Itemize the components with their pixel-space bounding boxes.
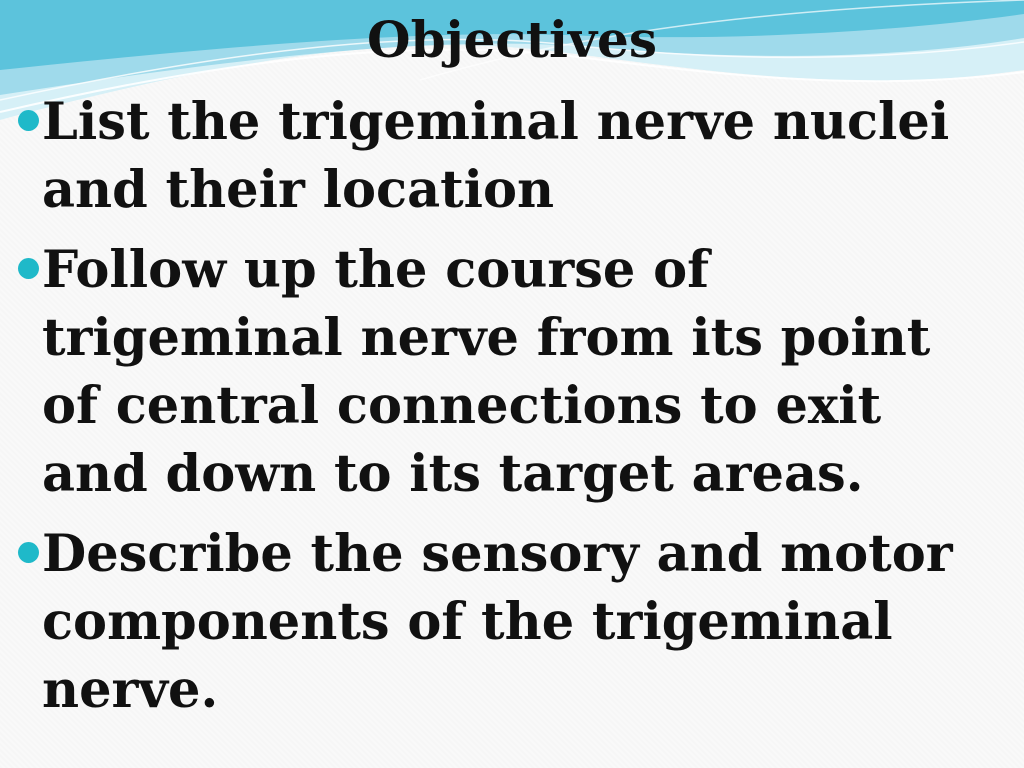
bullet-item [14,236,1004,508]
bullet-text: List the trigeminal nerve nuclei and their location [42,92,950,220]
bullet-text: Describe the sensory and motor components of the trigeminal nerve. [42,524,953,720]
slide-title: Objectives [367,10,657,69]
bullet-item [14,520,1004,724]
teal-dot-icon [18,542,39,563]
bullet-item [14,88,1004,224]
bullet-text: Follow up the course of trigeminal nerve from its point of central connections to exit and down to its target areas. [42,240,931,504]
teal-dot-icon [18,110,39,131]
bullet-list [14,88,1004,736]
teal-dot-icon [18,258,39,279]
